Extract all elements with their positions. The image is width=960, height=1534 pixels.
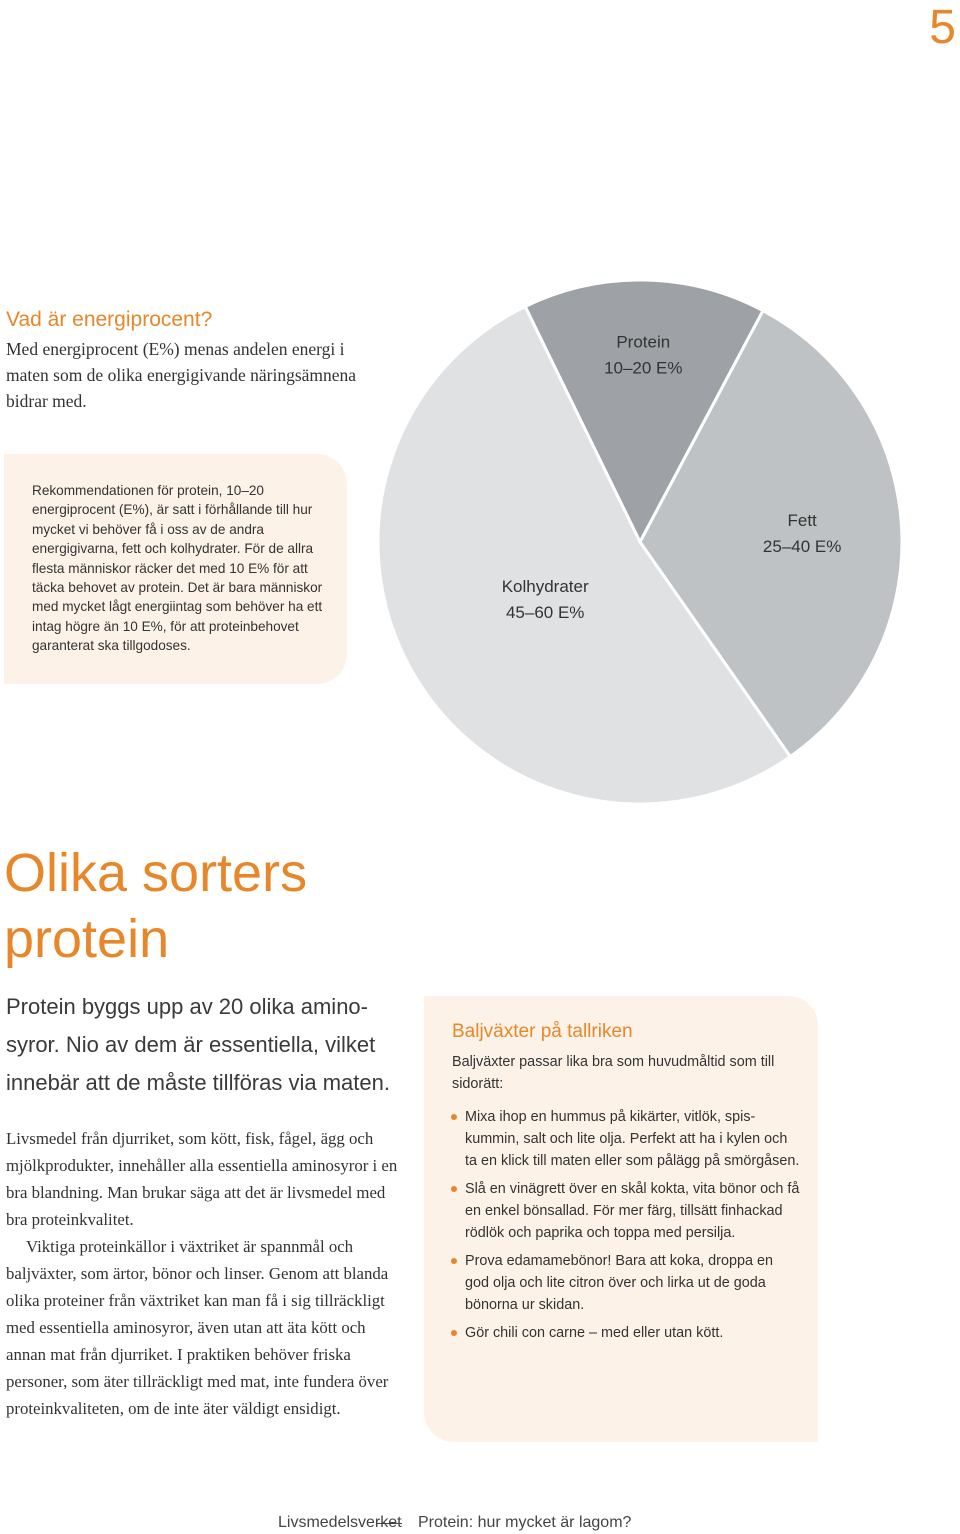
footer-publisher: Livsmedelsverket — [278, 1514, 402, 1531]
sidebar-intro: Baljväxter passar lika bra som huvudmåltid som till sidorätt: — [452, 1054, 775, 1092]
intro-text: Med energiprocent (E%) menas andelen energi i maten som de olika energigivande näringsämnena bidrar med. — [6, 339, 357, 411]
page-number: 5 — [929, 1, 956, 54]
list-item: Slå en vinägrett över en skål kokta, vita bönor och få en enkel bönsallad. För mer färg, tillsätt finhackad rödlök och paprika och toppa med persilja. — [450, 1178, 800, 1244]
pie-label-name: Kolhydrater — [501, 576, 589, 596]
recommendation-text: Rekommendationen för protein, 10–20 energiprocent (E%), är satt i förhållande till hur mycket vi behöver få i oss av de andra energigivarna, fett och kolhydrater. För de allra flesta människor räcker det med 10 E% för att täcka behovet av protein. Det är bara människor med mycket lågt energiintag som behöver ha ett intag högre än 10 E%, för att proteinbehovet garanterat ska tillgodoses. — [32, 483, 323, 654]
bullet-icon — [451, 1258, 457, 1264]
list-item: Prova edamamebönor! Bara att koka, droppa en god olja och lite citron över och lirka ut de goda bönorna ur skidan. — [450, 1250, 800, 1316]
footer-title: Protein: hur mycket är lagom? — [418, 1514, 632, 1531]
pie-label-range: 25–40 E% — [762, 537, 842, 557]
footer-separator — [376, 1523, 402, 1524]
body-paragraph: Livsmedel från djurriket, som kött, fisk, fågel, ägg och mjölkprodukter, innehåller alla essentiella aminosyror i en bra blandning. Man brukar säga att det är livsmedel med bra proteinkvalitet. — [6, 1129, 398, 1229]
lead-text: Protein byggs upp av 20 olika aminosyror. Nio av dem är essentiella, vilket innebär att de måste tillföras via maten. — [6, 994, 390, 1095]
bullet-icon — [451, 1330, 457, 1336]
pie-label-name: Protein — [616, 332, 671, 352]
bullet-icon — [451, 1114, 457, 1120]
intro-heading: Vad är energiprocent? — [6, 308, 213, 331]
section-title: Olika sorters protein — [4, 843, 308, 969]
sidebar-title: Baljväxter på tallriken — [452, 1021, 633, 1042]
pie-label-range: 10–20 E% — [604, 358, 683, 378]
list-item: Gör chili con carne – med eller utan kött. — [450, 1322, 800, 1344]
bullet-icon — [451, 1186, 457, 1192]
pie-label-range: 45–60 E% — [505, 602, 585, 622]
list-item: Mixa ihop en hummus på kikärter, vitlök, spiskummin, salt och lite olja. Perfekt att ha i kylen och ta en klick till maten eller som pålägg på smörgåsen. — [450, 1106, 800, 1172]
sidebar-list — [450, 1106, 800, 1350]
pie-label-name: Fett — [787, 511, 817, 531]
body-paragraph: Viktiga proteinkällor i växtriket är spannmål och baljväxter, som ärtor, bönor och linser. Genom att blanda olika proteiner från växtriket kan man få i sig tillräckligt med essentiella aminosyror, även utan att äta kött och annan mat från djurriket. I praktiken behöver friska personer, som äter tillräckligt med mat, inte fundera över proteinkvaliteten, om de inte äter väldigt ensidigt. — [6, 1237, 389, 1418]
body-text — [6, 1125, 400, 1422]
